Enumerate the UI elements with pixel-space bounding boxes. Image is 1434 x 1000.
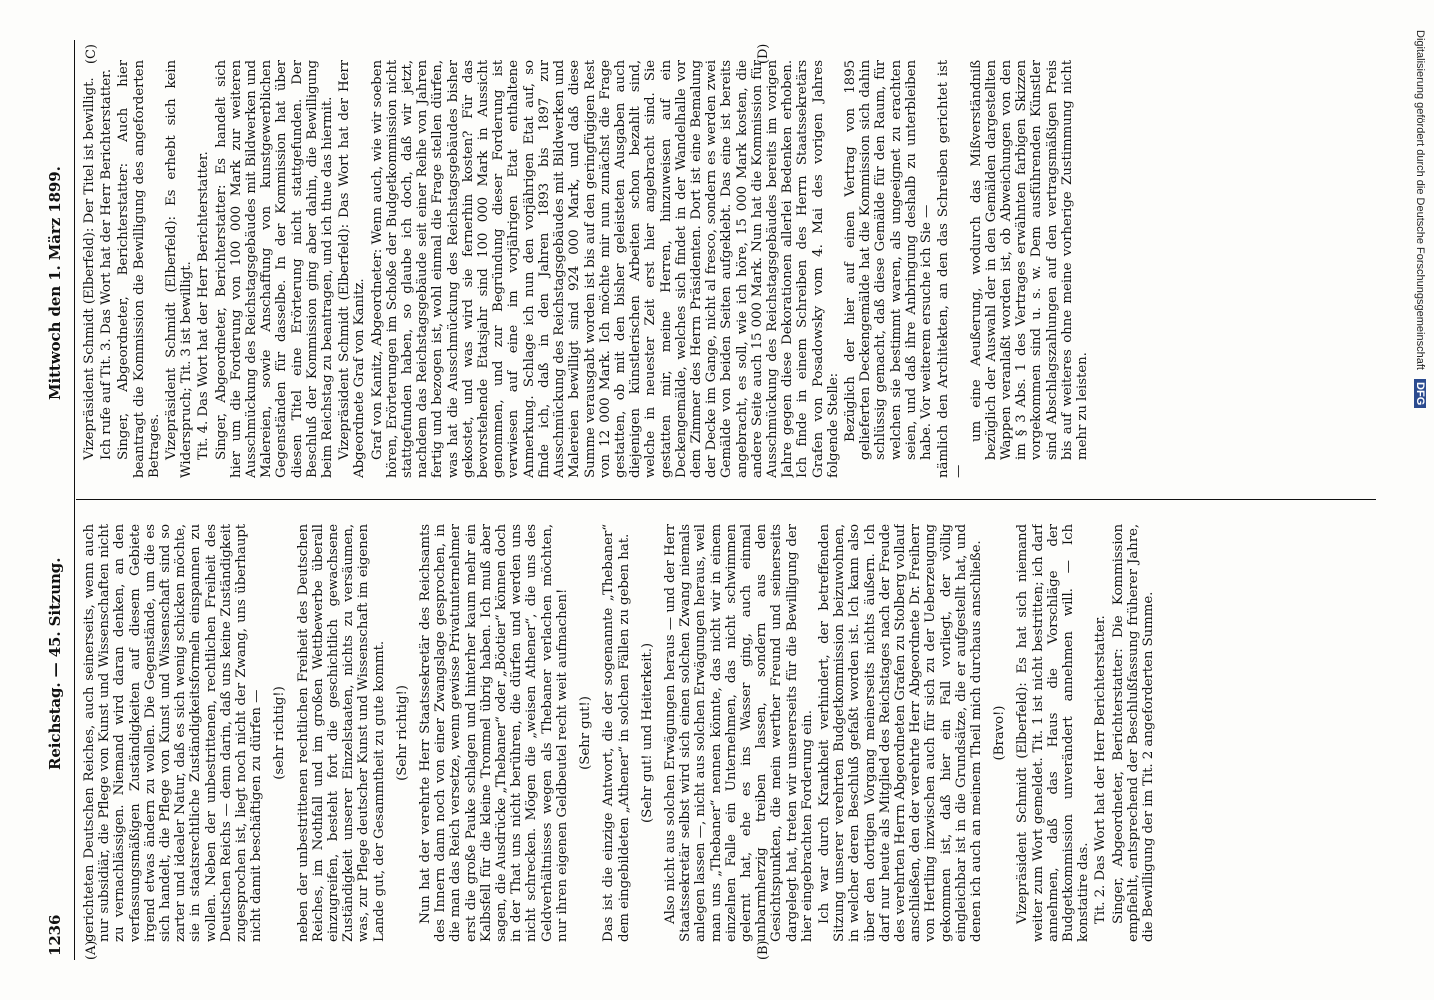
- paragraph: Singer, Abgeordneter, Berichterstatter: Es handelt sich hier um die Forderung von 100 000 Mark zur weiteren Ausschmückung des Reichstagsgebäudes mit Bildwerken und Malereien, sowie Anschaffung von kunstgewerblichen Gegenständen für dasselbe. In der Kommission hat über diesen Titel eine Erörterung nicht stattgefunden. Der Beschluß der Kommission ging aber dahin, die Bewilligung beim Reichstag zu beantragen, und ich thue das hiermit.: [213, 60, 336, 478]
- paragraph: Das ist die einzige Antwort, die der sogenannte „Thebaner“ dem eingebildeten „Athener“ in solchen Fällen zu geben hat.: [601, 524, 632, 942]
- interjection: (Sehr richtig!): [394, 685, 410, 781]
- paragraph: Vizepräsident Schmidt (Elberfeld): Es erhebt sich kein Widerspruch; Tit. 3 ist bewilligt.: [164, 60, 195, 478]
- paragraph: Vizepräsident Schmidt (Elberfeld): Der Titel ist bewilligt.: [82, 77, 97, 460]
- paragraph: Tit. 4. Das Wort hat der Herr Berichterstatter.: [196, 151, 212, 460]
- paragraph: Graf von Kanitz, Abgeordneter: Wenn auch, wie wir soeben hören, Erörterungen im Schoße der Budgetkommission nicht stattgefunden haben, so glaube ich doch, daß wir jetzt, nachdem das Reichstagsgebäude seit einer Reihe von Jahren fertig und bezogen ist, wohl einmal die Frage stellen dürfen, was hat die Ausschmückung des Reichstagsgebäudes bisher gekostet, und was wird sie fernerhin kosten? Für das bevorstehende Etatsjahr sind 100 000 Mark in Aussicht genommen, und zur Begründung dieser Forderung ist verwiesen auf eine im vorjährigen Etat enthaltene Anmerkung. Schlage ich nun den vorjährigen Etat auf, so finde ich, daß in den Jahren 1893 bis 1897 zur Ausschmückung des Reichstagsgebäudes mit Bildwerken und Malereien bewilligt sind 924 000 Mark, und daß diese Summe verausgabt worden ist bis auf den geringfügigen Rest von 12 000 Mark. Ich möchte mir nun zunächst die Frage gestatten, ob mit den bisher geleisteten Ausgaben auch diejenigen künstlerischen Arbeiten schon bezahlt sind, welche in neuester Zeit erst hier angebracht sind. Sie gestatten mir, meine Herren, hinzuweisen auf ein Deckengemälde, welches sich findet in der Wandelhalle vor dem Zimmer des Herrn Präsidenten. Dort ist eine Bemalung der Decke im Gange, nicht al fresco, sondern es werden zwei Gemälde von beiden Seiten aufgeklebt. Das eine ist bereits angebracht, es soll, wie ich höre, 15 000 Mark kosten, die andere Seite auch 15 000 Mark. Nun hat die Kommission für Ausschmückung des Reichstagsgebäudes bereits im vorigen Jahre gegen diese Dekorationen allerlei Bedenken erhoben. Ich finde in einem Schreiben des Herrn Staatssekretärs Grafen von Posadowsky vom 4. Mai des vorigen Jahres folgende Stelle:: [369, 60, 841, 478]
- digitization-credit: [1412, 30, 1430, 970]
- session-title: Reichstag. — 45. Sitzung.: [46, 557, 64, 770]
- credit-text: Digitalisierung gefördert durch die Deutsche Forschungsgemeinschaft: [1414, 30, 1426, 370]
- paragraph: Tit. 2. Das Wort hat der Herr Berichterstatter.: [1093, 615, 1109, 924]
- paragraph: Nun hat der verehrte Herr Staatssekretär des Reichsamts des Innern dann noch von einer Zwangslage gesprochen, in die man das Reich versetze, wenn gewisse Privatunternehmer erst die große Pauke schlagen und hinterher kaum mehr ein Kalbsfell für die kleine Trommel übrig haben. Ich muß aber sagen, die Ausdrücke „Thebaner“ oder „Böotier“ können doch in der That uns nicht berühren, die dürfen und werden uns nicht schrecken. Mögen die „weisen Athener“, die uns des Geldverhältnisses wegen als Thebaner verlachen möchten, nur ihren eigenen Geldbeutel recht weit aufmachen!: [418, 524, 570, 942]
- paragraph: Also nicht aus solchen Erwägungen heraus — und der Herr Staatssekretär selbst wird sich einen solchen Zwang niemals anlegen lassen —, nicht aus solchen Erwägungen heraus, weil man uns „Thebaner“ nennen könnte, das nicht wir in einem einzelnen Falle ein Unternehmen, das nicht schwimmen gelernt hat, ehe es ins Wasser ging, auch einmal unbarmherzig treiben lassen, sondern aus den Gesichtspunkten, die mein werther Freund und seinerseits dargelegt hat, treten wir unsererseits für die Bewilligung der hier eingebrachten Forderung ein.: [662, 524, 815, 942]
- margin-marker-b: (B): [756, 940, 771, 960]
- paragraph: Singer, Abgeordneter, Berichterstatter: Auch hier beantragt die Kommission die Bewilligung des angeforderten Betrages.: [116, 60, 162, 478]
- right-column: [82, 60, 1370, 478]
- paragraph: Vizepräsident Schmidt (Elberfeld): Es hat sich niemand weiter zum Wort gemeldet. Tit. 1 ist nicht bestritten; ich darf annehmen, daß das Haus die Vorschläge der Budgetkommission unverändert annehmen will. — Ich konstatire das.: [1015, 524, 1092, 942]
- document-page: [40, 40, 1380, 960]
- margin-marker-d: (D): [756, 43, 771, 64]
- paragraph: gerichteten Deutschen Reiches, auch seinerseits, wenn auch nur subsidiär, die Pflege von Kunst und Wissenschaften nicht zu vernachlässigen. Niemand wird daran denken, an den verfassungsmäßigen Zuständigkeiten auf diesem Gebiete irgend etwas ändern zu wollen. Die Gegenstände, um die es sich handelt, die Pflege von Kunst und Wissenschaft sind so zarter und idealer Natur, daß es sich wenig schicken möchte, sie in staatsrechtliche Zuständigkeitsformeln einspannen zu wollen. Neben der unbestrittenen, rechtlichen Freiheit des Deutschen Reichs — denn darin, daß uns keine Zuständigkeit zugesprochen ist, liegt noch nicht der Zwang, uns überhaupt nicht damit beschäftigen zu dürfen —: [82, 524, 265, 942]
- interjection: (sehr richtig!): [272, 686, 288, 780]
- interjection: (Bravo!): [992, 705, 1008, 761]
- session-date: Mittwoch den 1. März 1899.: [46, 166, 64, 400]
- paragraph: Singer, Abgeordneter, Berichterstatter: Die Kommission empfiehlt, entsprechend der Beschlußfassung früherer Jahre, die Bewilligung der im Tit. 2 angeforderten Summe.: [1110, 524, 1156, 942]
- paragraph: nämlich den Architekten, an den das Schreiben gerichtet ist —: [936, 60, 967, 478]
- paragraph: neben der unbestrittenen rechtlichen Freiheit des Deutschen Reiches, im Nothfall und im großen Wettbewerbe überall einzugreifen, besteht fort die geschichtlich gewachsene Zuständigkeit unserer Einzelstaaten, nichts zu versäumen, was, zur Pflege deutscher Kunst und Wissenschaft im eigenen Lande gut, der Gesammtheit zu gute kommt.: [295, 524, 387, 942]
- margin-marker-a: (A): [84, 940, 99, 960]
- margin-marker-c: (C): [84, 44, 99, 64]
- left-column: [82, 524, 1370, 942]
- paragraph: Ich rufe auf Tit. 3. Das Wort hat der Herr Berichterstatter.: [99, 68, 115, 460]
- paragraph: Ich war durch Krankheit verhindert, der betreffenden Sitzung unserer verehrten Budgetkommission beizuwohnen, in welcher deren Beschluß gefaßt worden ist. Ich kann also über den dortigen Vorgang meinerseits nichts äußern. Ich darf nur heute als Mitglied des Reichstages nach der Freude des verehrten Herrn Abgeordneten Grafen zu Stolberg vollauf anschließen, den der verehrte Herr Abgeordnete Dr. Freiherr von Hertling inzwischen auch für sich zu der Ueberzeugung gekommen ist, daß hier ein Fall vorliegt, der völlig eingleichbar ist in die Grundsätze, die er aufgestellt hat, und denen ich auch an meinem Theil mich durchaus anschließe.: [816, 524, 984, 942]
- dfg-logo: DFG: [1414, 379, 1426, 408]
- page-header: [40, 40, 75, 960]
- paragraph: Vizepräsident Schmidt (Elberfeld): Das Wort hat der Herr Abgeordnete Graf von Kanitz.: [337, 60, 368, 478]
- page-number: 1236: [46, 914, 64, 956]
- quoted-paragraph: Bezüglich der hier auf einen Vertrag von 1895 gelieferten Deckengemälde hat die Kommission sich dahin schlüssig gemacht, daß diese Gemälde für den Raum, für welchen sie bestimmt waren, als ungeeignet zu erachten seien, und daß ihre Anbringung deshalb zu unterbleiben habe. Vor weiterem ersuche ich Sie —: [842, 60, 934, 460]
- interjection: (Sehr gut! und Heiterkeit.): [639, 643, 655, 823]
- column-divider: [76, 499, 1376, 500]
- interjection: (Sehr gut!): [578, 696, 594, 770]
- quoted-paragraph: um eine Aeußerung, wodurch das Mißverständniß bezüglich der Auswahl der in den Gemälden dargestellten Wappen veranlaßt worden ist, ob Abweichungen von den im § 3 Abs. 1 des Vertrages erwähnten farbigen Skizzen vorgekommen sind u. s. w. Dem ausführenden Künstler sind Abschlagszahlungen auf den vertragsmäßigen Preis bis auf weiteres ohne meine vorherige Zustimmung nicht mehr zu leisten.: [968, 60, 1090, 460]
